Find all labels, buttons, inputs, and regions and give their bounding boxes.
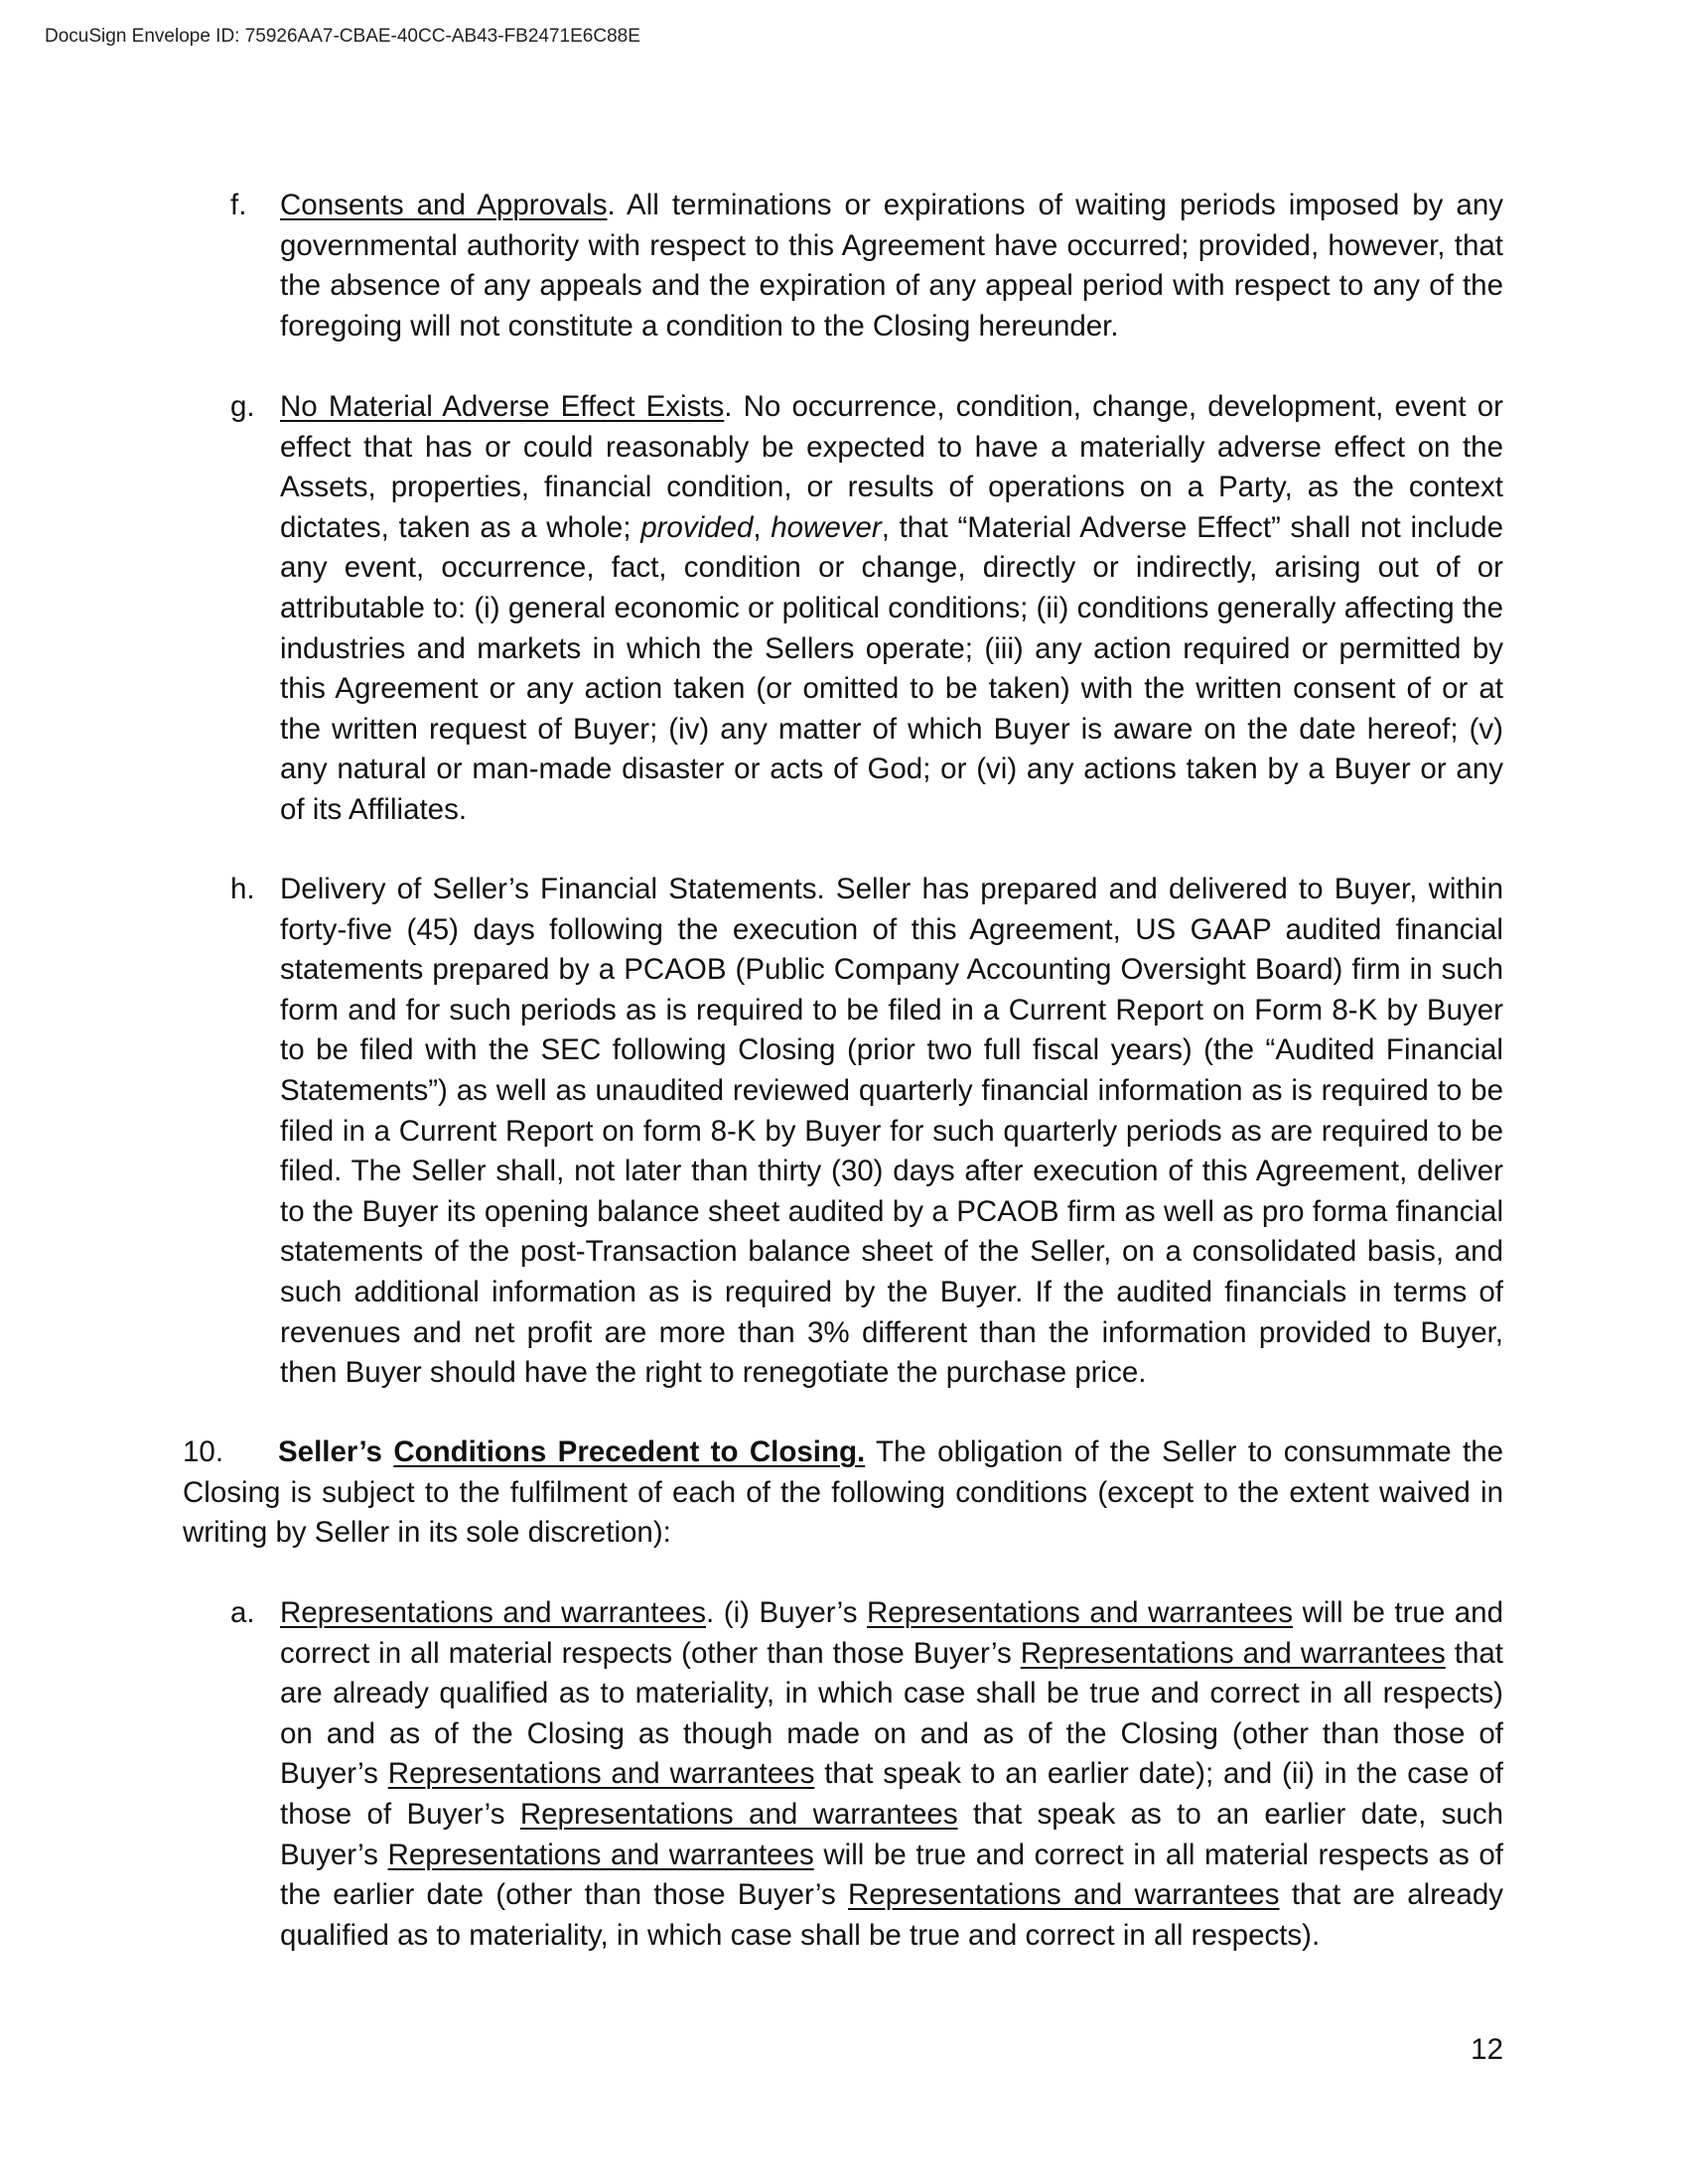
section-g-italic-provided: provided (640, 510, 754, 544)
section-f-text: . All terminations or expirations of waiting periods imposed by any governmental authority with respect to this Agreement have occurred; provided, however, that the absence of any appeals and the expiration of any appeal period with respect to any of the foregoing will not constitute a condition to the Closing hereunder. (280, 189, 1503, 342)
section-a-text-1: . (i) Buyer’s (706, 1596, 867, 1629)
section-10-title: Conditions Precedent to Closing. (393, 1435, 866, 1468)
section-f (230, 186, 1503, 346)
section-a-text-7: that are already qualified as to materiality, in which case shall be true and correct in all respects). (280, 1878, 1503, 1952)
section-a-letter: a. (230, 1596, 255, 1629)
section-a-term: Representations and warrantees (1020, 1636, 1446, 1670)
envelope-id: DocuSign Envelope ID: 75926AA7-CBAE-40CC-AB43-FB2471E6C88E (45, 26, 640, 47)
section-g-text-b: , that “Material Adverse Effect” shall not include any event, occurrence, fact, condition or change, directly or indirectly, arising out of or attributable to: (i) general economic or political conditions; (ii) conditions generally affecting the industries and markets in which the Sellers operate; (iii) any action required or permitted by this Agreement or any action taken (or omitted to be taken) with the written consent of or at the written request of Buyer; (iv) any matter of which Buyer is aware on the date hereof; (v) any natural or man-made disaster or acts of God; or (vi) any actions taken by a Buyer or any of its Affiliates. (280, 510, 1503, 826)
section-a (230, 1593, 1504, 1956)
section-a-term: Representations and warrantees (847, 1878, 1280, 1912)
section-f-letter: f. (230, 189, 247, 221)
section-a-text-6: will be true and correct in all material respects as of the earlier date (other than those Buyer’s (280, 1838, 1504, 1912)
section-h-text: Delivery of Seller’s Financial Statements. Seller has prepared and delivered to Buyer, within forty-five (45) days following the execution of this Agreement, US GAAP audited financial statements prepared by a PCAOB (Public Company Accounting Oversight Board) firm in such form and for such periods as is required to be filed in a Current Report on Form 8-K by Buyer to be filed with the SEC following Closing (prior two full fiscal years) (the “Audited Financial Statements”) as well as unaudited reviewed quarterly financial information as is required to be filed in a Current Report on form 8-K by Buyer for such quarterly periods as are required to be filed. The Seller shall, not later than thirty (30) days after execution of this Agreement, deliver to the Buyer its opening balance sheet audited by a PCAOB firm as well as pro forma financial statements of the post-Transaction balance sheet of the Seller, on a consolidated basis, and such additional information as is required by the Buyer. If the audited financials in terms of revenues and net profit are more than 3% different than the information provided to Buyer, then Buyer should have the right to renegotiate the purchase price. (280, 873, 1503, 1390)
section-f-title: Consents and Approvals (280, 189, 608, 221)
section-10 (183, 1433, 1503, 1554)
section-10-title-prefix: Seller’s (278, 1435, 394, 1468)
section-g-letter: g. (230, 390, 255, 423)
section-10-number: 10. (183, 1435, 224, 1468)
section-g (230, 387, 1503, 831)
section-g-text-a: . No occurrence, condition, change, development, event or effect that has or could reasonably be expected to have a materially adverse effect on the Assets, properties, financial condition, or results of operations on a Party, as the context dictates, taken as a whole; (280, 390, 1503, 544)
section-a-term: Representations and warrantees (519, 1797, 958, 1831)
section-a-text-2: will be true and correct in all material respects (other than those Buyer’s (280, 1596, 1503, 1670)
section-h-letter: h. (230, 873, 255, 905)
section-a-term: Representations and warrantees (280, 1596, 707, 1629)
section-a-term: Representations and warrantees (866, 1596, 1294, 1629)
section-a-term: Representations and warrantees (387, 1838, 814, 1871)
section-g-italic-however: however (771, 510, 882, 544)
section-h (230, 870, 1503, 1394)
page-number: 12 (1471, 2033, 1503, 2066)
section-a-text-5: that speak as to an earlier date, such Buyer’s (280, 1797, 1503, 1871)
section-a-text-3: that are already qualified as to materiality, in which case shall be true and correct in all respects) on and as of the Closing as though made on and as of the Closing (other than those of Buyer’s (280, 1636, 1503, 1791)
section-a-text-4: that speak to an earlier date); and (ii) in the case of those of Buyer’s (280, 1757, 1503, 1831)
section-a-term: Representations and warrantees (387, 1757, 815, 1791)
section-g-comma: , (753, 510, 772, 544)
section-10-text: The obligation of the Seller to consummate the Closing is subject to the fulfilment of each of the following conditions (except to the extent waived in writing by Seller in its sole discretion): (183, 1435, 1504, 1550)
section-g-title: No Material Adverse Effect Exists (280, 390, 725, 423)
